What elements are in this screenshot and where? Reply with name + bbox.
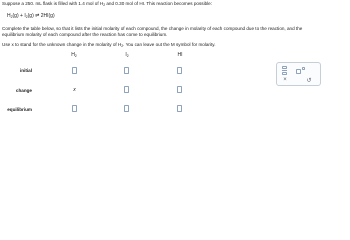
column-header-h2: $H_2$	[71, 52, 77, 58]
row-label-equilibrium: equilibrium	[7, 107, 32, 112]
instruction-line-1: Complete the table below, so that it lists the initial molarity of each compound, the change in molarity of each compound due to the reaction, and the	[2, 26, 303, 31]
initial-i2-input[interactable]	[124, 67, 129, 74]
change-h2-value: x	[73, 87, 76, 93]
undo-icon[interactable]: ↺	[306, 78, 312, 84]
clear-icon[interactable]: ×	[283, 77, 287, 83]
equilibrium-hi-input[interactable]	[177, 105, 182, 112]
row-label-initial: initial	[20, 68, 32, 73]
change-i2-input[interactable]	[124, 86, 129, 93]
column-header-hi: HI	[177, 52, 183, 58]
column-header-i2: $I_2$	[125, 52, 129, 58]
instruction-line-3: Use x to stand for the unknown change in the molarity of $H_2$. You can leave out the M symbol for molarity.	[2, 42, 216, 48]
row-label-change: change	[15, 88, 32, 93]
instruction-line-2: equilibrium molarity of each compound after the reaction has come to equilibrium.	[2, 31, 168, 37]
change-hi-input[interactable]	[177, 86, 182, 93]
fraction-bar	[282, 70, 287, 71]
reaction-equation: $H_2(g) + I_2(g)$ ⇌ 2HI(g)	[7, 13, 55, 19]
equilibrium-i2-input[interactable]	[124, 105, 129, 112]
math-tool-panel	[276, 62, 321, 86]
initial-h2-input[interactable]	[72, 67, 77, 74]
superscript-icon[interactable]	[296, 69, 301, 74]
fraction-denominator-box	[282, 72, 287, 75]
fraction-icon[interactable]	[282, 66, 287, 69]
equilibrium-h2-input[interactable]	[72, 105, 77, 112]
problem-intro: Suppose a 250. mL flask is filled with 1.4 mol of $H_2$ and 0.30 mol of HI. This reaction becomes possible:	[2, 1, 212, 7]
superscript-small-box	[302, 67, 305, 70]
initial-hi-input[interactable]	[177, 67, 182, 74]
